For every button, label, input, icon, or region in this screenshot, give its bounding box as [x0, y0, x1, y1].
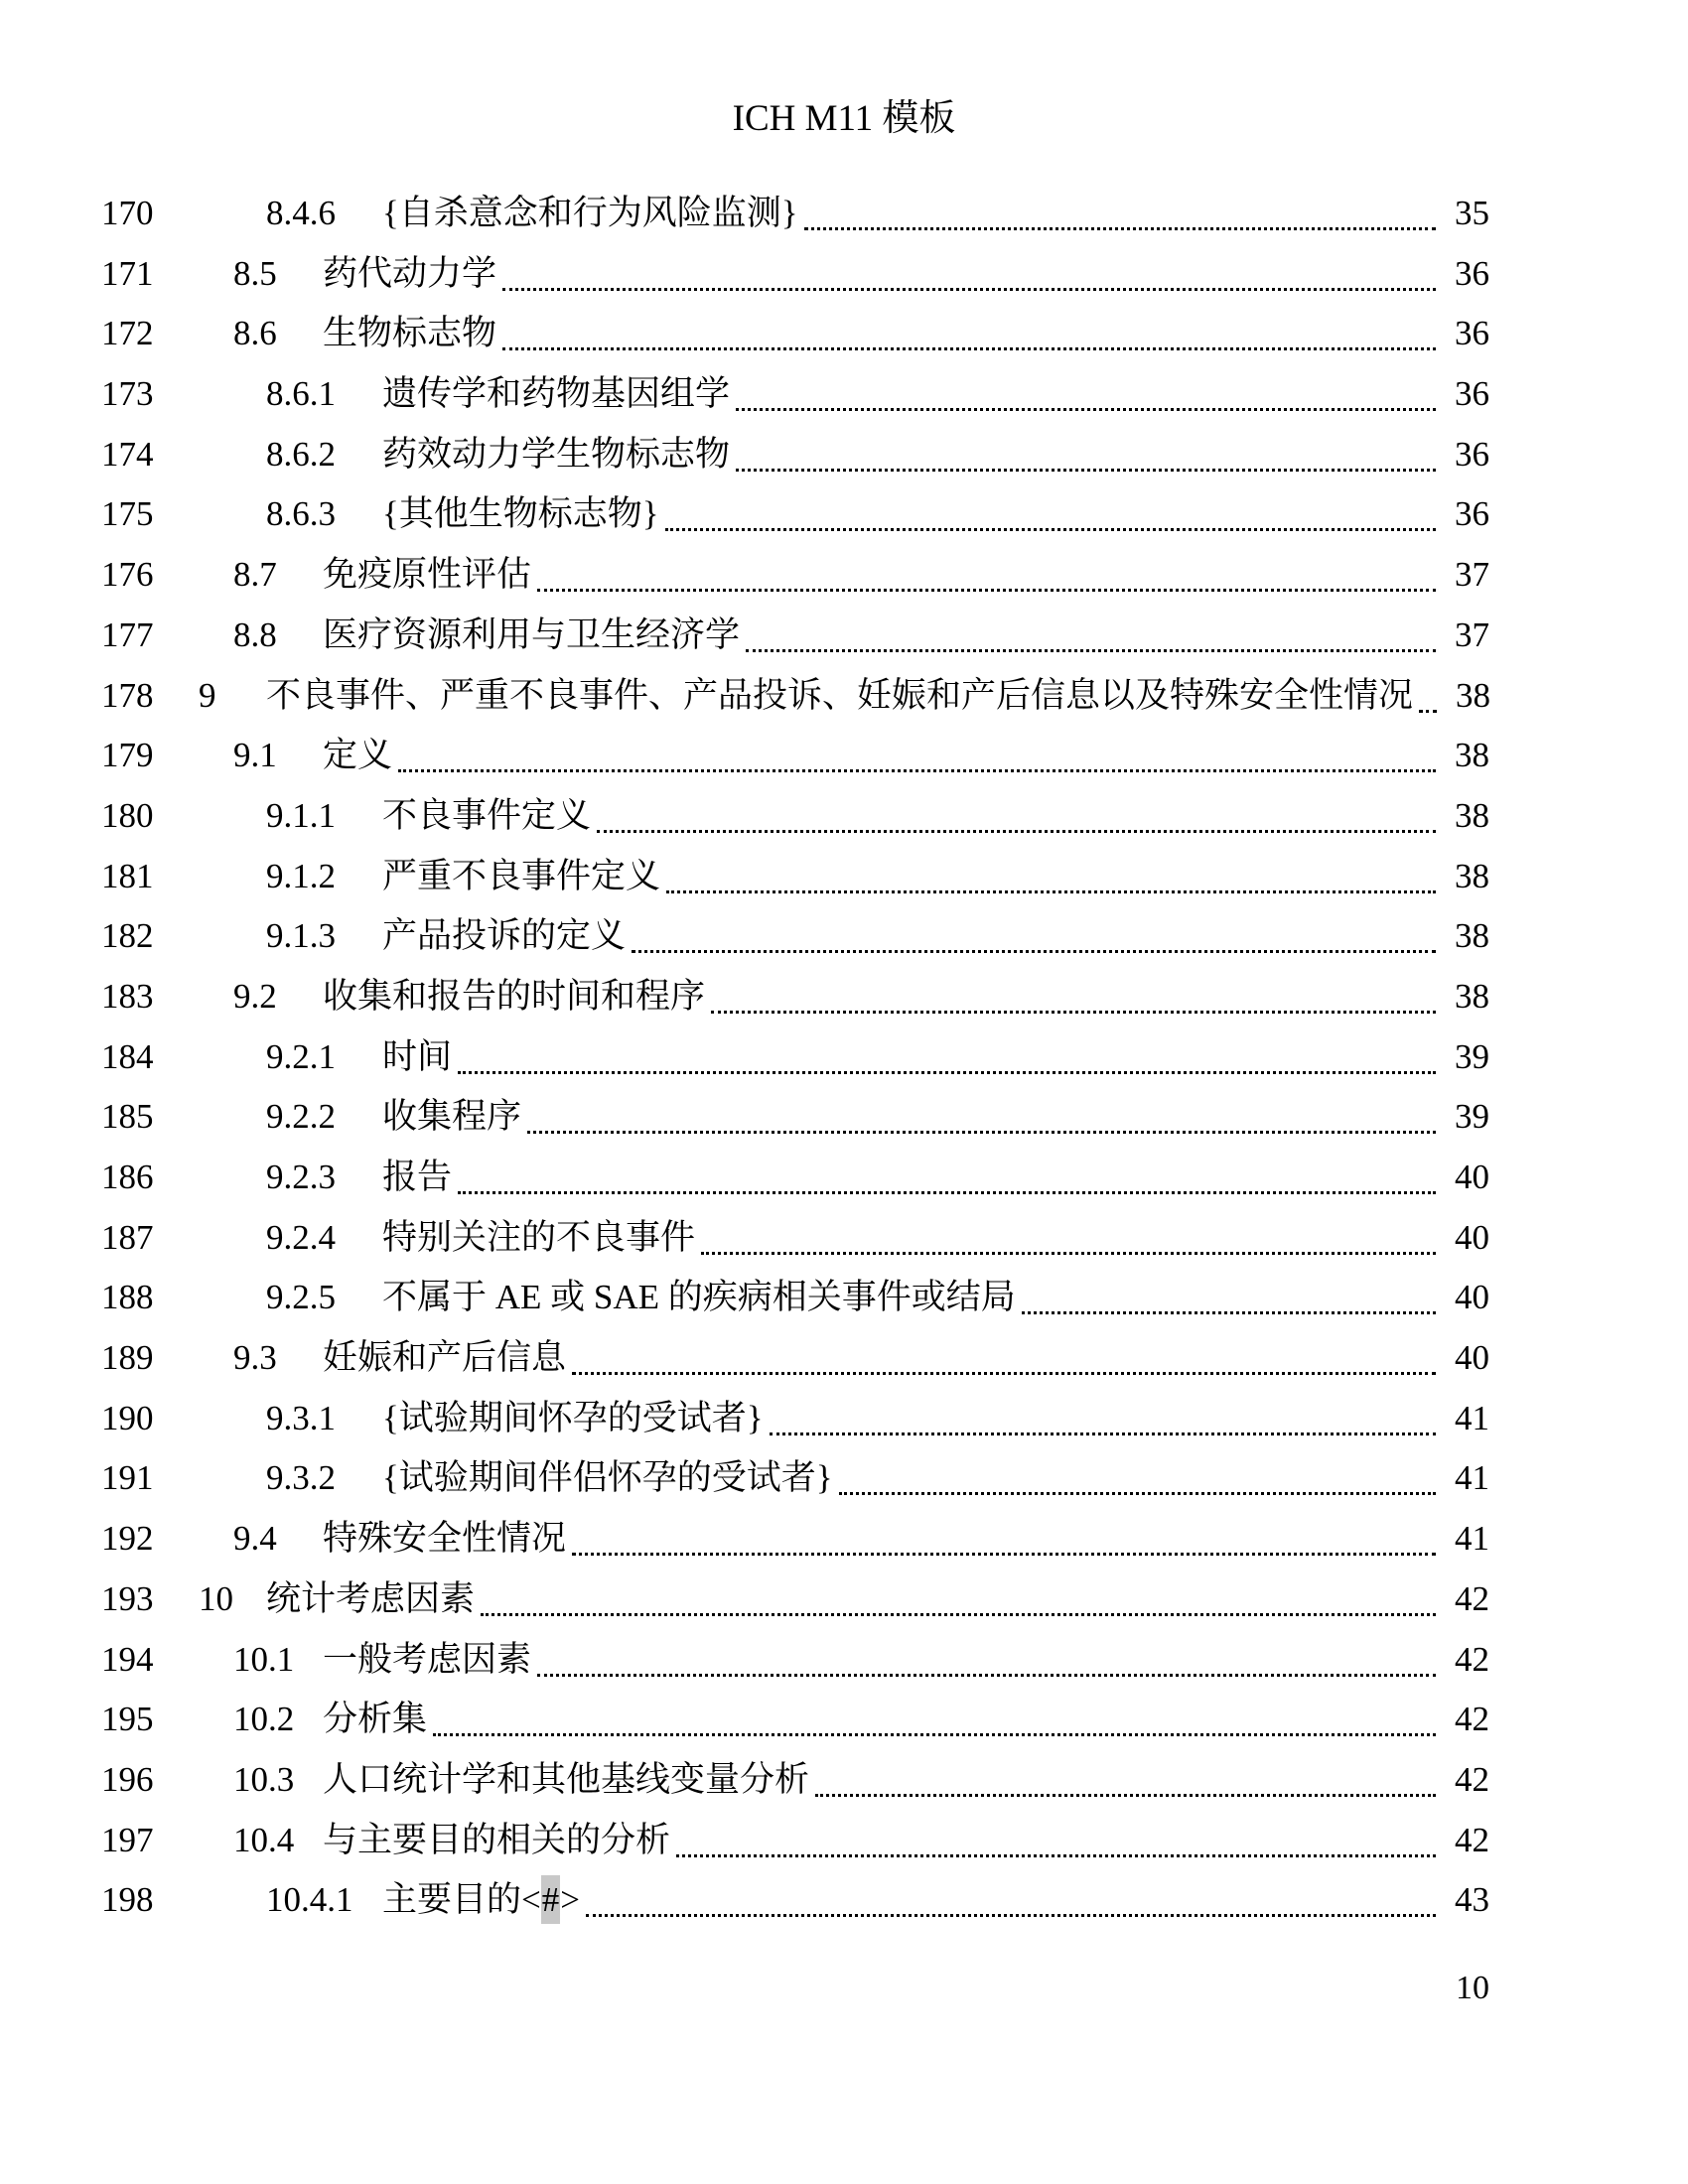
entry-title-text: 定义 [323, 736, 393, 775]
entry-title-text: {试验期间怀孕的受试者} [382, 1398, 764, 1437]
entry-title-text: 药效动力学生物标志物 [382, 434, 731, 474]
entry-title-text: 特殊安全性情况 [323, 1519, 567, 1559]
dot-leader [502, 304, 1436, 350]
page-ref: 42 [1455, 1578, 1489, 1618]
toc-row [0, 244, 1688, 305]
entry-title-text: 收集和报告的时间和程序 [323, 976, 706, 1016]
toc-row [0, 1811, 1688, 1871]
toc-row [0, 1268, 1688, 1328]
section-number: 9.3.2 [266, 1458, 336, 1498]
page-number: 10 [1456, 1970, 1489, 2006]
toc-row [0, 1148, 1688, 1208]
page-ref: 38 [1456, 675, 1491, 715]
page-ref: 37 [1455, 614, 1489, 654]
toc-row [0, 1087, 1688, 1148]
entry-title-text: 医疗资源利用与卫生经济学 [323, 614, 741, 654]
page-ref: 41 [1455, 1519, 1489, 1559]
entry-title-text: 统计考虑因素 [266, 1578, 476, 1618]
section-number: 9.1 [233, 736, 277, 775]
table-of-contents [0, 184, 1688, 1931]
section-number: 9.4 [233, 1519, 277, 1559]
line-number: 198 [101, 1880, 154, 1920]
toc-row [0, 1630, 1688, 1691]
entry-title [323, 545, 531, 606]
section-number: 9.2.3 [266, 1158, 336, 1196]
dot-leader [1022, 1268, 1436, 1314]
entry-title [266, 1570, 475, 1630]
entry-title-text: 生物标志物 [323, 314, 497, 353]
section-number: 10.4 [233, 1820, 295, 1859]
entry-title-text: 一般考虑因素 [323, 1639, 532, 1679]
toc-row [0, 786, 1688, 847]
section-number: 9 [199, 675, 216, 715]
section-number: 10.4.1 [266, 1880, 353, 1920]
entry-title [323, 726, 392, 786]
section-number: 9.1.3 [266, 916, 336, 956]
toc-row [0, 1389, 1688, 1449]
dot-leader [433, 1690, 1436, 1736]
entry-title [323, 1630, 531, 1691]
section-number: 8.5 [233, 253, 277, 293]
entry-title-text: 不属于 AE 或 SAE 的疾病相关事件或结局 [382, 1278, 1016, 1317]
line-number: 179 [101, 736, 154, 775]
entry-title-text: {自杀意念和行为风险监测} [382, 194, 798, 232]
page-ref: 40 [1455, 1217, 1489, 1257]
entry-title [382, 1208, 695, 1269]
toc-row [0, 967, 1688, 1027]
dot-leader [770, 1389, 1436, 1435]
page-ref: 39 [1455, 1036, 1489, 1076]
entry-title [323, 1328, 566, 1389]
entry-title [323, 606, 740, 666]
dot-leader [746, 606, 1436, 652]
line-number: 176 [101, 555, 154, 595]
line-number: 184 [101, 1036, 154, 1076]
section-number: 9.2.5 [266, 1278, 336, 1317]
page-ref: 38 [1455, 795, 1489, 835]
entry-title-text: 产品投诉的定义 [382, 916, 627, 956]
page-ref: 41 [1455, 1458, 1489, 1498]
dot-leader [665, 484, 1436, 531]
entry-title [323, 1690, 427, 1750]
section-number: 10.2 [233, 1700, 295, 1739]
toc-row [0, 1750, 1688, 1811]
line-number: 189 [101, 1338, 154, 1378]
field-bracket-open: < [521, 1880, 541, 1920]
dot-leader [676, 1811, 1436, 1857]
page-ref: 35 [1455, 194, 1489, 232]
page-ref: 39 [1455, 1097, 1489, 1137]
page-ref: 41 [1455, 1398, 1489, 1437]
section-number: 8.8 [233, 614, 277, 654]
page-ref: 36 [1455, 314, 1489, 353]
entry-title-text: 特别关注的不良事件 [382, 1217, 696, 1257]
dot-leader [458, 1148, 1436, 1194]
dot-leader [804, 184, 1436, 230]
page-ref: 36 [1455, 253, 1489, 293]
entry-title-text: 时间 [382, 1036, 453, 1076]
entry-title [323, 304, 496, 364]
toc-row [0, 1870, 1688, 1931]
dot-leader [537, 1630, 1436, 1677]
page-ref: 40 [1455, 1278, 1489, 1317]
dot-leader [839, 1448, 1436, 1495]
entry-title [382, 1087, 521, 1148]
line-number: 196 [101, 1759, 154, 1799]
section-number: 8.6 [233, 314, 277, 353]
page-ref: 38 [1455, 736, 1489, 775]
page-ref: 38 [1455, 916, 1489, 956]
line-number: 192 [101, 1519, 154, 1559]
entry-title-text: 妊娠和产后信息 [323, 1338, 567, 1378]
line-number: 181 [101, 856, 154, 895]
section-number: 9.1.1 [266, 795, 336, 835]
section-number: 9.3 [233, 1338, 277, 1378]
dot-leader [736, 425, 1436, 472]
dot-leader [502, 244, 1436, 291]
line-number: 183 [101, 976, 154, 1016]
line-number: 185 [101, 1097, 154, 1137]
page-ref: 42 [1455, 1700, 1489, 1739]
toc-row [0, 1509, 1688, 1570]
section-number: 8.6.3 [266, 494, 336, 534]
entry-title-text: 分析集 [323, 1700, 428, 1739]
entry-title-text: 严重不良事件定义 [382, 856, 661, 895]
entry-title-text: 收集程序 [382, 1097, 522, 1137]
dot-leader [458, 1027, 1436, 1074]
line-number: 197 [101, 1820, 154, 1859]
entry-title [382, 847, 660, 907]
section-number: 8.7 [233, 555, 277, 595]
section-number: 9.2.1 [266, 1036, 336, 1076]
entry-title [382, 1148, 452, 1208]
line-number: 195 [101, 1700, 154, 1739]
section-number: 8.4.6 [266, 194, 336, 232]
toc-row [0, 906, 1688, 967]
page-ref: 37 [1455, 555, 1489, 595]
toc-row [0, 364, 1688, 425]
toc-row [0, 666, 1688, 727]
page-ref: 42 [1455, 1639, 1489, 1679]
entry-title-text: 不良事件、严重不良事件、产品投诉、妊娠和产后信息以及特殊安全性情况 [266, 675, 1414, 715]
entry-title-text: 不良事件定义 [382, 795, 592, 835]
page-ref: 40 [1455, 1338, 1489, 1378]
entry-title-text: 药代动力学 [323, 253, 497, 293]
page-ref: 36 [1455, 374, 1489, 414]
line-number: 187 [101, 1217, 154, 1257]
dot-leader [398, 726, 1436, 772]
section-number: 9.1.2 [266, 856, 336, 895]
page-ref: 42 [1455, 1759, 1489, 1799]
line-number: 172 [101, 314, 154, 353]
toc-row [0, 1570, 1688, 1630]
page-ref: 43 [1455, 1880, 1489, 1920]
document-title: ICH M11 模板 [732, 98, 956, 139]
toc-row [0, 606, 1688, 666]
section-number: 8.6.2 [266, 434, 336, 474]
entry-title [382, 786, 591, 847]
page-ref: 42 [1455, 1820, 1489, 1859]
entry-title [382, 1389, 764, 1449]
toc-row [0, 1328, 1688, 1389]
entry-title-text: 与主要目的相关的分析 [323, 1820, 671, 1859]
line-number: 170 [101, 194, 154, 232]
dot-leader [736, 364, 1436, 411]
page-ref: 36 [1455, 434, 1489, 474]
line-number: 188 [101, 1278, 154, 1317]
toc-row [0, 484, 1688, 545]
entry-title [382, 425, 730, 485]
dot-leader [537, 545, 1436, 592]
toc-row [0, 545, 1688, 606]
toc-row [0, 726, 1688, 786]
line-number: 175 [101, 494, 154, 534]
dot-leader [572, 1509, 1436, 1556]
dot-leader [711, 967, 1436, 1014]
form-field-highlight: # [541, 1875, 561, 1924]
section-number: 10.3 [233, 1759, 295, 1799]
toc-row [0, 1208, 1688, 1269]
entry-title [382, 1448, 833, 1509]
section-number: 10 [199, 1578, 233, 1618]
line-number: 182 [101, 916, 154, 956]
section-number: 9.3.1 [266, 1398, 336, 1437]
entry-title [382, 184, 798, 244]
line-number: 174 [101, 434, 154, 474]
page-ref: 40 [1455, 1158, 1489, 1196]
dot-leader [597, 786, 1436, 833]
entry-title-text: {试验期间伴侣怀孕的受试者} [382, 1458, 833, 1498]
dot-leader [586, 1870, 1436, 1917]
toc-row [0, 1448, 1688, 1509]
entry-title [266, 666, 1413, 727]
dot-leader [481, 1570, 1436, 1616]
line-number: 180 [101, 795, 154, 835]
entry-title-text: 报告 [382, 1158, 453, 1196]
toc-row [0, 304, 1688, 364]
entry-title [382, 1027, 452, 1088]
line-number: 190 [101, 1398, 154, 1437]
page-ref: 36 [1455, 494, 1489, 534]
entry-title [323, 1509, 566, 1570]
section-number: 9.2.2 [266, 1097, 336, 1137]
toc-row [0, 1027, 1688, 1088]
toc-row [0, 847, 1688, 907]
entry-title-text: 遗传学和药物基因组学 [382, 374, 731, 414]
entry-title-text: {其他生物标志物} [382, 494, 659, 534]
line-number: 193 [101, 1578, 154, 1618]
entry-title-text: 人口统计学和其他基线变量分析 [323, 1759, 810, 1799]
line-number: 178 [101, 675, 154, 715]
line-number: 171 [101, 253, 154, 293]
toc-row [0, 184, 1688, 244]
entry-title [382, 906, 626, 967]
dot-leader [527, 1087, 1436, 1134]
toc-row [0, 1690, 1688, 1750]
section-number: 10.1 [233, 1639, 295, 1679]
entry-title [323, 1750, 809, 1811]
entry-title [382, 1870, 580, 1931]
dot-leader [572, 1328, 1436, 1375]
line-number: 186 [101, 1158, 154, 1196]
entry-title [323, 967, 705, 1027]
dot-leader [815, 1750, 1436, 1797]
page-ref: 38 [1455, 856, 1489, 895]
entry-title-text: 免疫原性评估 [323, 555, 532, 595]
entry-title [323, 244, 496, 305]
line-number: 177 [101, 614, 154, 654]
line-number: 173 [101, 374, 154, 414]
line-number: 194 [101, 1639, 154, 1679]
entry-title [382, 364, 730, 425]
entry-title-text: 主要目的 [382, 1880, 522, 1920]
section-number: 9.2.4 [266, 1217, 336, 1257]
dot-leader [701, 1208, 1436, 1255]
page-ref: 38 [1455, 976, 1489, 1016]
dot-leader [632, 906, 1436, 953]
field-bracket-close: > [560, 1880, 581, 1920]
section-number: 9.2 [233, 976, 277, 1016]
entry-title [382, 1268, 1016, 1328]
line-number: 191 [101, 1458, 154, 1498]
entry-title [323, 1811, 670, 1871]
entry-title [382, 484, 659, 545]
dot-leader [666, 847, 1436, 893]
dot-leader [1419, 666, 1437, 713]
section-number: 8.6.1 [266, 374, 336, 414]
toc-row [0, 425, 1688, 485]
